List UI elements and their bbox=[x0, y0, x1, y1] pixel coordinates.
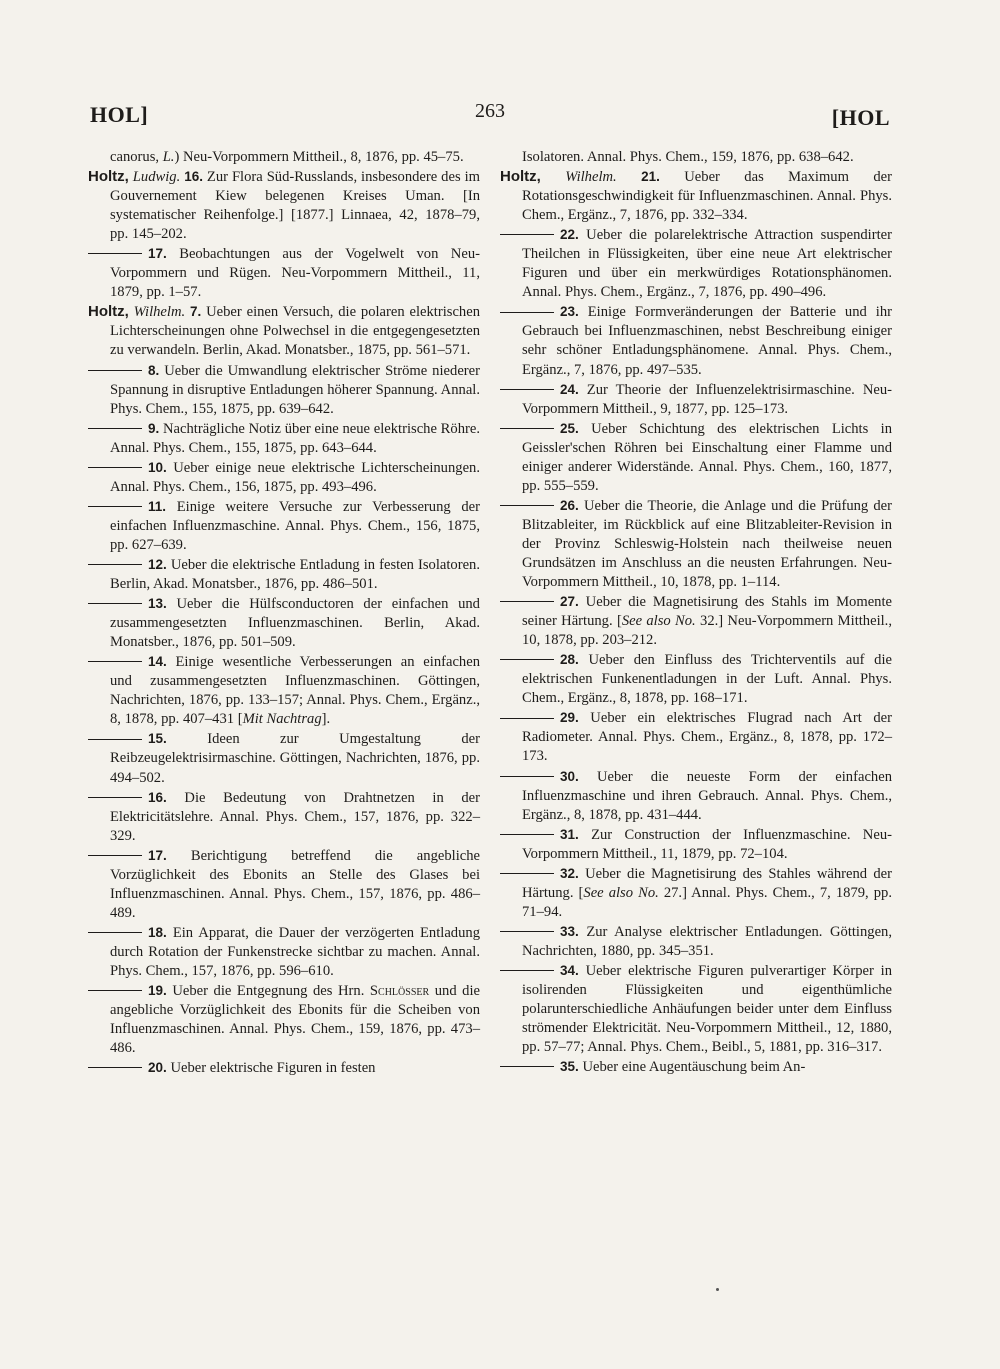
entry-text: 32.] Neu-Vorpommern Mittheil., 10, 1878, pp. 203–212. bbox=[522, 613, 892, 649]
entry-text: See also No. bbox=[583, 884, 659, 901]
entry-number: 16. bbox=[184, 169, 203, 185]
bibliography-entry bbox=[88, 788, 480, 846]
ditto-dash bbox=[500, 1066, 554, 1067]
author-surname: Holtz, bbox=[88, 168, 129, 186]
ditto-dash bbox=[88, 739, 142, 740]
author-given-name: Wilhelm. bbox=[133, 304, 186, 321]
entry-text: Ein Apparat, die Dauer der verzögerten Entladung durch Rotation der Funkenstrecke sichtbar zu machen. Annal. Phys. Chem., 157, 1876, pp. 596–610. bbox=[110, 924, 480, 979]
entry-number: 22. bbox=[560, 227, 579, 243]
bibliography-entry bbox=[500, 708, 892, 766]
bibliography-entry bbox=[500, 167, 892, 225]
ditto-dash bbox=[88, 990, 142, 991]
bibliography-entry bbox=[88, 419, 480, 458]
ditto-dash bbox=[88, 603, 142, 604]
entry-text: Mit Nachtrag bbox=[242, 711, 322, 728]
bibliography-entry bbox=[500, 1057, 892, 1077]
entry-text: Berichtigung betreffend die angebliche Vorzüglichkeit des Ebonits an Stelle des Glases bei Influenzmaschinen. Annal. Phys. Chem., 157, 1876, pp. 486–489. bbox=[110, 847, 480, 921]
page-number: 263 bbox=[475, 100, 505, 122]
print-speck bbox=[716, 1288, 719, 1291]
entry-number: 17. bbox=[148, 246, 167, 262]
bibliography-entry bbox=[88, 555, 480, 594]
entry-text: Ueber die neueste Form der einfachen Influenzmaschine und ihren Gebrauch. Annal. Phys. Chem., Ergänz., 8, 1878, pp. 431–444. bbox=[522, 768, 892, 823]
author-surname: Holtz, bbox=[500, 168, 541, 186]
entry-number: 30. bbox=[560, 768, 579, 784]
entry-number: 28. bbox=[560, 652, 579, 668]
entry-number: 9. bbox=[148, 420, 160, 436]
entry-text: Ueber ein elektrisches Flugrad nach Art der Radiometer. Annal. Phys. Chem., Ergänz., 8, 1878, pp. 172–173. bbox=[522, 710, 892, 765]
bibliography-entry bbox=[88, 846, 480, 923]
entry-number: 23. bbox=[560, 304, 579, 320]
entry-number: 16. bbox=[148, 789, 167, 805]
author-given-name: Wilhelm. bbox=[565, 169, 617, 186]
entry-text: Ueber einen Versuch, die polaren elektrischen Lichterscheinungen ohne Polwechsel in die entgegengesetzten zu verwandeln. Berlin, Akad. Monatsber., 1875, pp. 561–571. bbox=[110, 304, 481, 359]
bibliography-entry bbox=[500, 825, 892, 864]
ditto-dash bbox=[500, 601, 554, 602]
entry-number: 31. bbox=[560, 826, 579, 842]
bibliography-entry bbox=[88, 458, 480, 497]
entry-text: L. bbox=[162, 149, 175, 165]
entry-number: 12. bbox=[148, 556, 167, 572]
ditto-dash bbox=[88, 370, 142, 371]
entry-number: 26. bbox=[560, 497, 579, 513]
bibliography-entry bbox=[88, 652, 480, 729]
ditto-dash bbox=[500, 873, 554, 874]
bibliography-entry bbox=[500, 864, 892, 922]
ditto-dash bbox=[88, 467, 142, 468]
entry-number: 11. bbox=[148, 498, 167, 514]
running-head-right: [HOL bbox=[831, 105, 890, 130]
ditto-dash bbox=[500, 428, 554, 429]
ditto-dash bbox=[500, 718, 554, 719]
bibliography-entry bbox=[88, 244, 480, 302]
left-column bbox=[88, 148, 480, 1078]
entry-text: Ideen zur Umgestaltung der Reibzeugelektrisirmaschine. Göttingen, Nachrichten, 1876, pp. 494–502. bbox=[110, 731, 480, 786]
entry-text: Ueber die polarelektrische Attraction suspendirter Theilchen in Flüssigkeiten, über eine neue Art elektrischer Figuren und über ein merkwürdiges Rotationsphänomen. Annal. Phys. Chem., Ergänz., 7, 1876, pp. 490–496. bbox=[522, 227, 892, 301]
ditto-dash bbox=[88, 428, 142, 429]
right-column bbox=[500, 148, 892, 1077]
entry-text: Ueber die Magnetisirung des Stahls im Momente seiner Härtung. [ bbox=[522, 594, 892, 630]
entry-text: Ueber die Entgegnung des Hrn. bbox=[172, 983, 370, 1000]
ditto-dash bbox=[88, 797, 142, 798]
entry-number: 19. bbox=[148, 983, 167, 999]
entry-text: Ueber einige neue elektrische Lichterscheinungen. Annal. Phys. Chem., 156, 1875, pp. 493–496. bbox=[110, 459, 480, 495]
bibliography-entry bbox=[500, 380, 892, 419]
bibliography-entry bbox=[500, 148, 892, 167]
running-head-left: HOL] bbox=[90, 102, 149, 127]
bibliography-entry bbox=[88, 1058, 480, 1078]
ditto-dash bbox=[500, 312, 554, 313]
bibliography-entry bbox=[500, 961, 892, 1057]
entry-text: Zur Flora Süd-Russlands, insbesondere des im Gouvernement Kiew belegenen Kreises Uman. [In systematischer Reihenfolge.] [1877.] Linnaea, 42, 1878–79, pp. 145–202. bbox=[110, 169, 480, 243]
ditto-dash bbox=[500, 834, 554, 835]
entry-text: Schlösser bbox=[369, 983, 430, 1000]
entry-text: Zur Construction der Influenzmaschine. Neu-Vorpommern Mittheil., 11, 1879, pp. 72–104. bbox=[522, 826, 892, 862]
entry-text: Ueber elektrische Figuren in festen bbox=[170, 1060, 376, 1077]
ditto-dash bbox=[500, 505, 554, 506]
bibliography-entry bbox=[88, 302, 480, 360]
entry-text: Ueber die Umwandlung elektrischer Ströme niederer Spannung in disruptive Entladungen höherer Spannung. Annal. Phys. Chem., 155, 1875, pp. 639–642. bbox=[110, 362, 480, 417]
bibliography-entry bbox=[88, 497, 480, 555]
entry-text: Einige Formveränderungen der Batterie und ihr Gebrauch bei Influenzmaschinen, nebst Beschreibung einiger sehr schöner Entladungsphänomene. Annal. Phys. Chem., Ergänz., 7, 1876, pp. 497–535. bbox=[522, 304, 892, 378]
entry-text: Nachträgliche Notiz über eine neue elektrische Röhre. Annal. Phys. Chem., 155, 1875, pp. 643–644. bbox=[110, 420, 480, 456]
entry-number: 7. bbox=[190, 304, 202, 320]
entry-number: 25. bbox=[560, 420, 579, 436]
entry-number: 17. bbox=[148, 847, 167, 863]
bibliography-entry bbox=[88, 594, 480, 652]
author-given-name: Ludwig. bbox=[132, 169, 181, 186]
page-header bbox=[90, 102, 890, 136]
bibliography-entry bbox=[88, 729, 480, 787]
entry-text: Beobachtungen aus der Vogelwelt von Neu-Vorpommern und Rügen. Neu-Vorpommern Mittheil., 11, 1879, pp. 1–57. bbox=[110, 246, 480, 301]
bibliography-entry bbox=[88, 167, 480, 244]
entry-text: Ueber den Einfluss des Trichterventils auf die elektrischen Funkenentladungen in der Luft. Annal. Phys. Chem., Ergänz., 8, 1878, pp. 168–171. bbox=[522, 652, 893, 707]
entry-text: ) Neu-Vorpommern Mittheil., 8, 1876, pp. 45–75. bbox=[174, 149, 464, 165]
bibliography-entry bbox=[500, 922, 892, 961]
entry-text: Ueber das Maximum der Rotationsgeschwindigkeit für Influenzmaschinen. Annal. Phys. Chem., Ergänz., 7, 1876, pp. 332–334. bbox=[522, 169, 892, 224]
entry-number: 27. bbox=[560, 594, 579, 610]
entry-text: Ueber die Theorie, die Anlage und die Prüfung der Blitzableiter, im Rückblick auf eine Blitzableiter-Revision in der Provinz Schleswig-Holstein nach theilweise neuen Grundsätzen im Anschluss an die neusten Erfahrungen. Neu-Vorpommern Mittheil., 10, 1878, pp. 1–114. bbox=[522, 497, 892, 591]
entry-number: 8. bbox=[148, 362, 160, 378]
entry-number: 18. bbox=[148, 924, 167, 940]
entry-text: Einige weitere Versuche zur Verbesserung der einfachen Influenzmaschine. Annal. Phys. Chem., 156, 1875, pp. 627–639. bbox=[110, 498, 480, 553]
ditto-dash bbox=[88, 661, 142, 662]
entry-text: Zur Theorie der Influenzelektrisirmaschine. Neu-Vorpommern Mittheil., 9, 1877, pp. 125–173. bbox=[522, 381, 892, 417]
entry-number: 35. bbox=[560, 1059, 579, 1075]
entry-text: Ueber eine Augentäuschung beim An- bbox=[582, 1059, 806, 1076]
ditto-dash bbox=[500, 389, 554, 390]
entry-number: 34. bbox=[560, 962, 579, 978]
bibliography-entry bbox=[500, 767, 892, 825]
ditto-dash bbox=[88, 253, 142, 254]
entry-number: 20. bbox=[148, 1060, 167, 1076]
entry-number: 13. bbox=[148, 596, 167, 612]
bibliography-entry bbox=[500, 496, 892, 592]
ditto-dash bbox=[88, 564, 142, 565]
entry-text: Zur Analyse elektrischer Entladungen. Göttingen, Nachrichten, 1880, pp. 345–351. bbox=[522, 923, 892, 959]
entry-number: 33. bbox=[560, 923, 579, 939]
author-surname: Holtz, bbox=[88, 303, 129, 321]
entry-text: 27.] Annal. Phys. Chem., 7, 1879, pp. 71–94. bbox=[522, 884, 892, 920]
bibliography-entry bbox=[500, 225, 892, 302]
entry-number: 14. bbox=[148, 654, 167, 670]
ditto-dash bbox=[500, 970, 554, 971]
entry-text: Ueber die elektrische Entladung in festen Isolatoren. Berlin, Akad. Monatsber., 1876, pp. 486–501. bbox=[110, 556, 481, 593]
entry-number: 21. bbox=[641, 169, 660, 185]
entry-number: 10. bbox=[148, 459, 167, 475]
entry-text: Ueber die Magnetisirung des Stahles während der Härtung. [ bbox=[522, 865, 892, 901]
entry-text: canorus, bbox=[110, 149, 163, 165]
entry-text: Ueber Schichtung des elektrischen Lichts in Geissler'schen Röhren bei Einschaltung einer Flamme und einiger anderer Widerstände. Annal. Phys. Chem., 160, 1877, pp. 555–559. bbox=[522, 420, 892, 494]
bibliography-entry bbox=[500, 302, 892, 379]
ditto-dash bbox=[88, 506, 142, 507]
entry-number: 29. bbox=[560, 710, 579, 726]
ditto-dash bbox=[88, 1067, 142, 1068]
ditto-dash bbox=[500, 931, 554, 932]
entry-text: Ueber elektrische Figuren pulverartiger Körper in isolirenden Flüssigkeiten und eigenthümliche polarunterschiedliche Anhäufungen beider unter dem Einfluss strömender Elektricität. Neu-Vorpommern Mittheil., 12, 1880, pp. 57–77; Annal. Phys. Chem., Beibl., 5, 1881, pp. 316–317. bbox=[522, 962, 892, 1056]
bibliography-entry bbox=[88, 981, 480, 1058]
ditto-dash bbox=[500, 776, 554, 777]
bibliography-entry bbox=[88, 361, 480, 419]
entry-text: See also No. bbox=[621, 613, 696, 630]
entry-text: Einige wesentliche Verbesserungen an einfachen und zusammengesetzten Influenzmaschinen. Göttingen, Nachrichten, 1876, pp. 133–157; Annal. Phys. Chem., Ergänz., 8, 1878, pp. 407–431 [ bbox=[110, 654, 480, 728]
entry-number: 15. bbox=[148, 731, 167, 747]
entry-text: Ueber die Hülfsconductoren der einfachen und zusammengesetzten Influenzmaschinen. Berlin, Akad. Monatsber., 1876, pp. 501–509. bbox=[110, 596, 480, 651]
entry-text: ]. bbox=[321, 711, 331, 728]
bibliography-entry bbox=[500, 592, 892, 650]
bibliography-entry bbox=[88, 923, 480, 981]
bibliography-entry bbox=[500, 419, 892, 496]
entry-text: und die angebliche Vorzüglichkeit des Ebonits für die Scheiben von Influenzmaschinen. Annal. Phys. Chem., 159, 1876, pp. 473–486. bbox=[110, 983, 480, 1057]
ditto-dash bbox=[500, 234, 554, 235]
entry-text: Die Bedeutung von Drahtnetzen in der Elektricitätslehre. Annal. Phys. Chem., 157, 1876, pp. 322–329. bbox=[110, 789, 480, 844]
entry-number: 32. bbox=[560, 865, 579, 881]
ditto-dash bbox=[500, 659, 554, 660]
ditto-dash bbox=[88, 855, 142, 856]
entry-number: 24. bbox=[560, 381, 579, 397]
ditto-dash bbox=[88, 932, 142, 933]
entry-text: Isolatoren. Annal. Phys. Chem., 159, 1876, pp. 638–642. bbox=[522, 149, 854, 165]
bibliography-entry bbox=[88, 148, 480, 167]
bibliography-entry bbox=[500, 650, 892, 708]
